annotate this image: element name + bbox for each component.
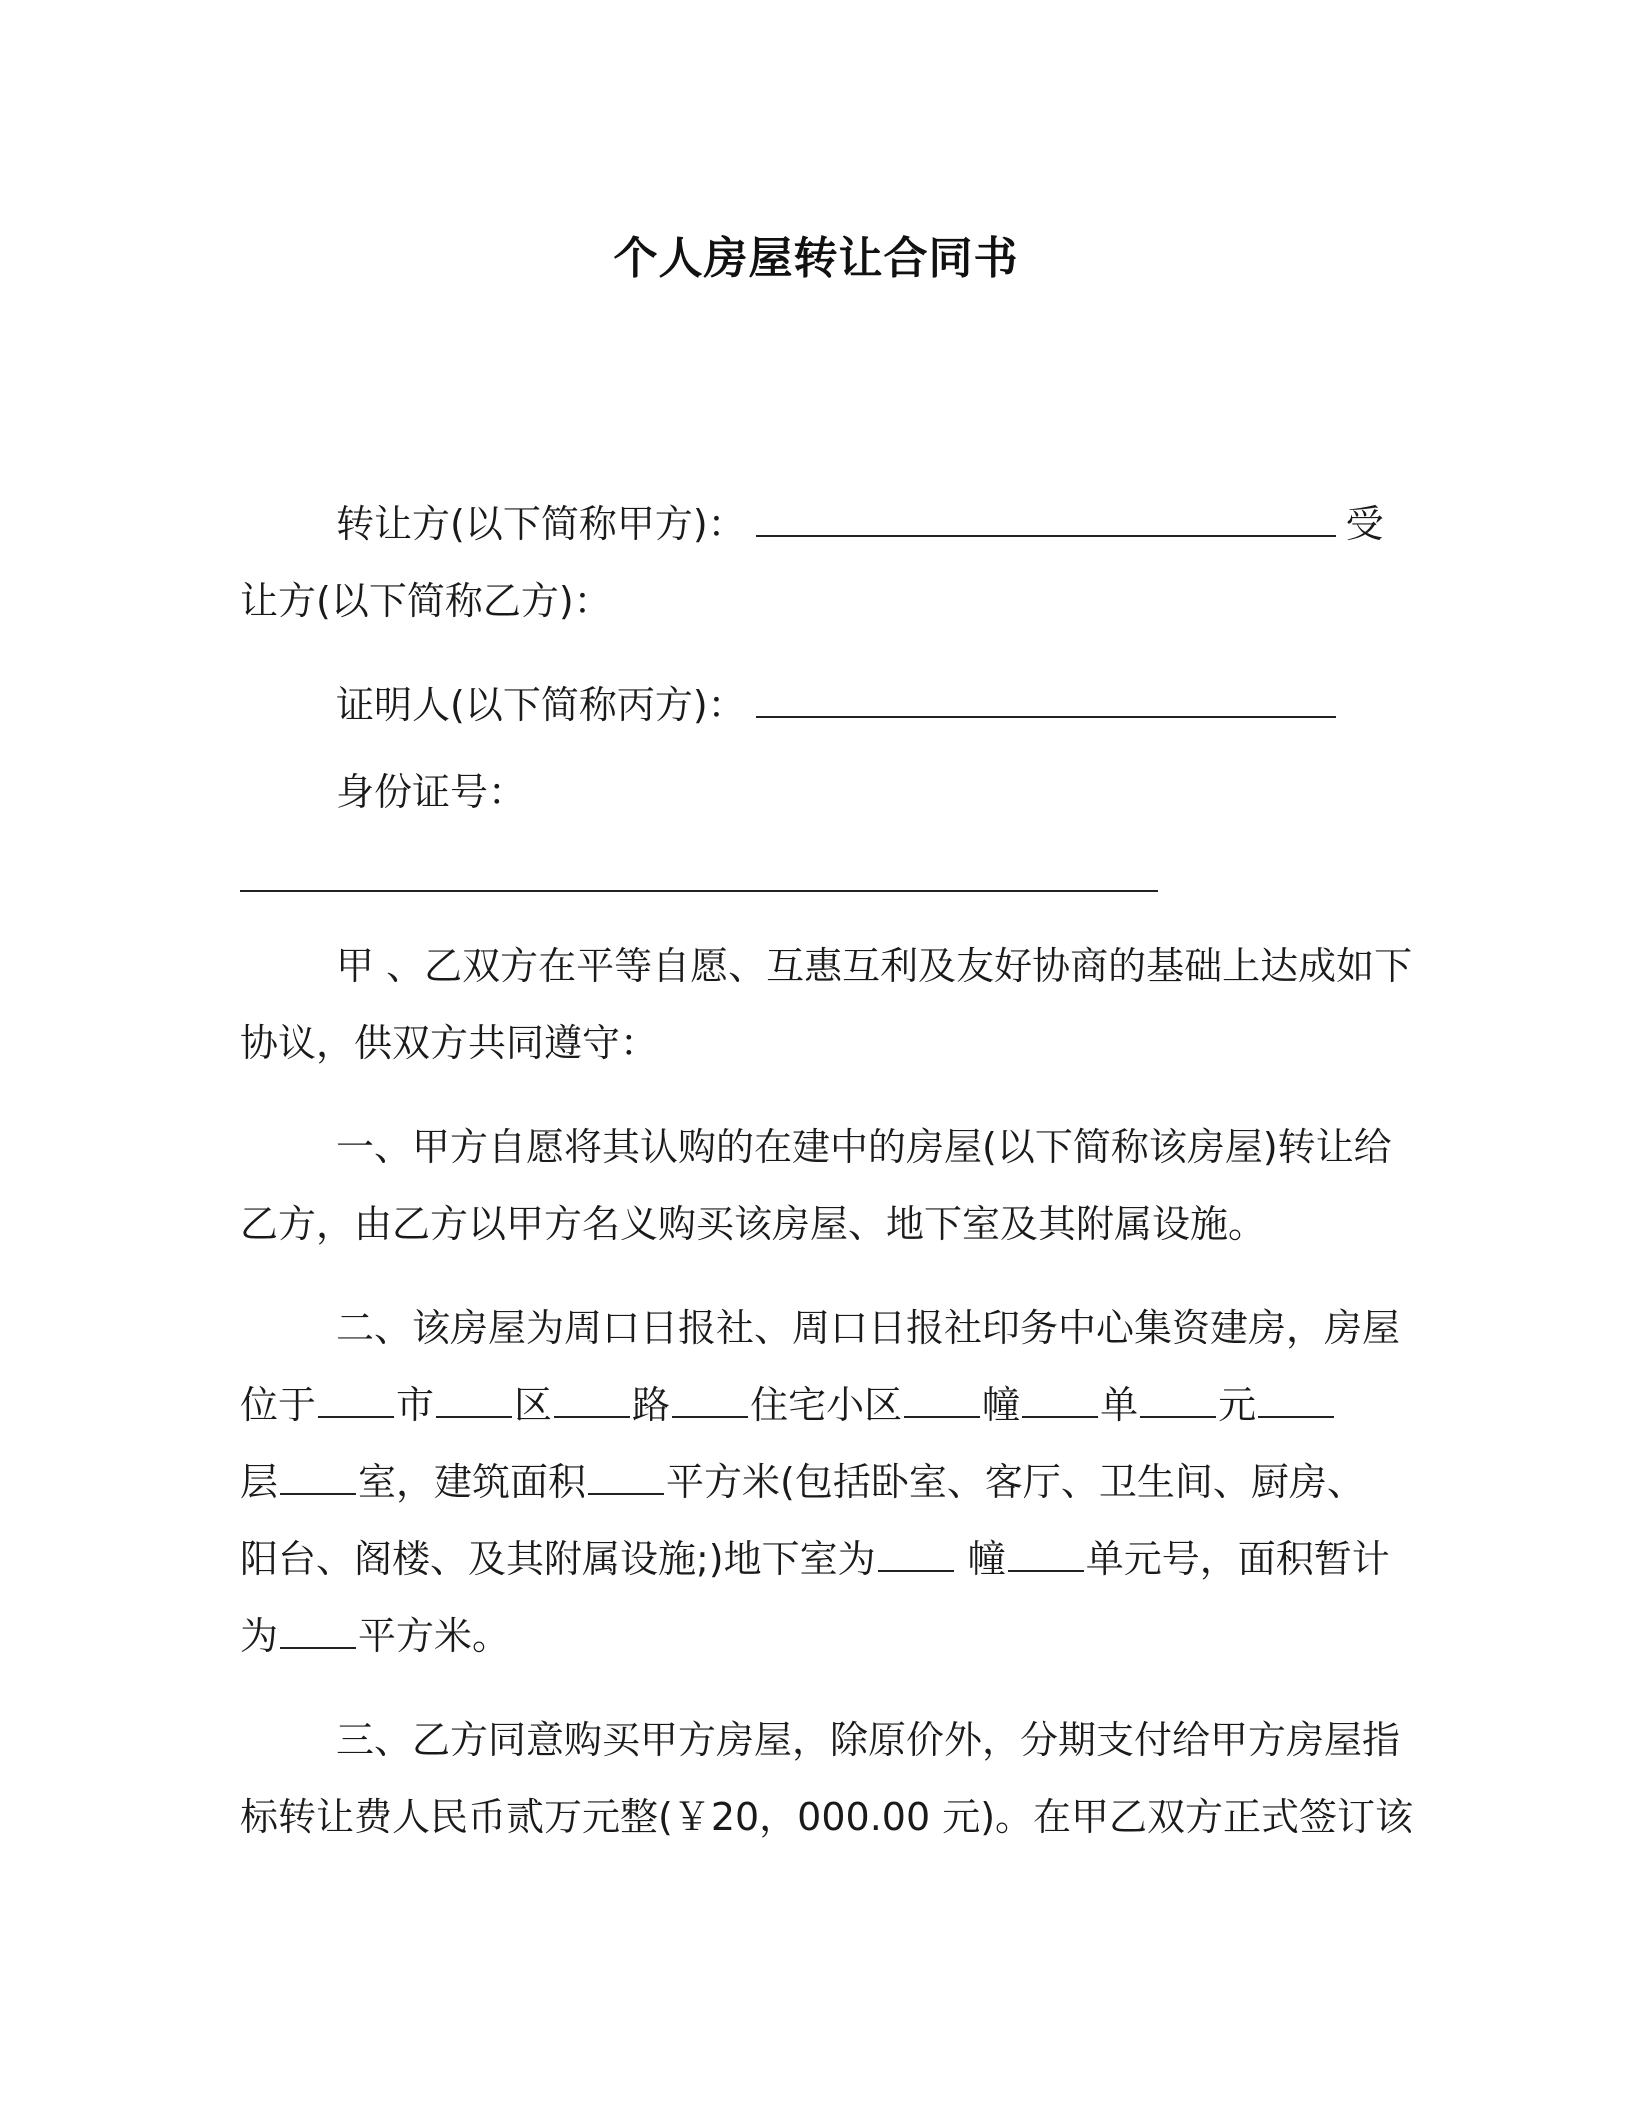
basement-area-prefix: 为 (240, 1614, 279, 1658)
clause-2-line-4 (240, 1521, 1390, 1598)
room-suffix: 室，建筑面积 (358, 1460, 587, 1504)
building-suffix: 幢 (982, 1383, 1021, 1427)
spacer (240, 1082, 1380, 1109)
witness-blank (756, 686, 1336, 718)
unit-blank-2 (1140, 1386, 1216, 1418)
spacer (240, 831, 1380, 841)
basement-area-suffix: 平方米。 (358, 1614, 511, 1658)
party-a-label: 转让方(以下简称甲方)： (336, 502, 746, 546)
id-number-label: 身份证号： (336, 770, 527, 814)
district-blank (436, 1386, 512, 1418)
clause-1-line-1: 一、甲方自愿将其认购的在建中的房屋(以下简称该房屋)转让给 (336, 1125, 1392, 1169)
location-prefix: 位于 (240, 1383, 317, 1427)
community-suffix: 住宅小区 (750, 1383, 903, 1427)
city-blank (318, 1386, 394, 1418)
party-a-line (240, 486, 1384, 563)
clause-3-line-1: 三、乙方同意购买甲方房屋，除原价外，分期支付给甲方房屋指 (336, 1718, 1401, 1762)
basement-prefix: 阳台、阁楼、及其附属设施;)地下室为 (240, 1537, 876, 1581)
spacer (240, 744, 1380, 754)
unit-blank-1 (1022, 1386, 1098, 1418)
preamble-line-1: 甲 、乙双方在平等自愿、互惠互利及友好协商的基础上达成如下 (336, 944, 1413, 988)
spacer (240, 1675, 1380, 1702)
city-suffix: 市 (396, 1383, 435, 1427)
building-blank (904, 1386, 980, 1418)
id-number-line (240, 754, 1380, 831)
unit-suffix-2: 元 (1218, 1383, 1257, 1427)
preamble-line-2: 协议，供双方共同遵守： (240, 1021, 659, 1065)
document-title: 个人房屋转让合同书 (613, 233, 1019, 284)
spacer (240, 918, 1380, 928)
unit-suffix-1: 单 (1100, 1383, 1139, 1427)
party-b-line (240, 563, 1380, 640)
spacer (240, 1263, 1380, 1290)
basement-unit-blank (1008, 1540, 1084, 1572)
floor-blank (1258, 1386, 1334, 1418)
party-a-blank (756, 505, 1336, 537)
road-suffix: 路 (632, 1383, 671, 1427)
district-suffix: 区 (514, 1383, 553, 1427)
community-blank (672, 1386, 748, 1418)
clause-2-line-3 (240, 1444, 1380, 1521)
basement-building-blank (878, 1540, 954, 1572)
party-b-label: 让方(以下简称乙方)： (240, 579, 612, 623)
clause-2-line-2 (240, 1367, 1380, 1444)
area-blank (588, 1463, 664, 1495)
clause-2-line-5 (240, 1598, 1380, 1675)
basement-building-suffix: 幢 (955, 1537, 1006, 1581)
basement-area-blank (280, 1617, 356, 1649)
document-body (240, 486, 1414, 1856)
witness-line (240, 667, 1380, 744)
spacer (240, 640, 1380, 667)
id-number-blank-line (240, 841, 1380, 918)
witness-label: 证明人(以下简称丙方)： (336, 683, 746, 727)
id-number-blank (240, 860, 1158, 892)
basement-unit-suffix: 单元号，面积暂计 (1085, 1537, 1390, 1581)
room-blank (280, 1463, 356, 1495)
clause-1-line-2: 乙方，由乙方以甲方名义购买该房屋、地下室及其附属设施。 (240, 1202, 1267, 1246)
clause-2-line-1: 二、该房屋为周口日报社、周口日报社印务中心集资建房，房屋 (336, 1306, 1401, 1350)
party-a-tail: 受 (1345, 502, 1384, 546)
area-suffix: 平方米(包括卧室、客厅、卫生间、厨房、 (666, 1460, 1365, 1504)
road-blank (554, 1386, 630, 1418)
clause-3-line-2: 标转让费人民币贰万元整(￥20，000.00 元)。在甲乙双方正式签订该 (240, 1795, 1414, 1839)
floor-suffix: 层 (240, 1460, 279, 1504)
